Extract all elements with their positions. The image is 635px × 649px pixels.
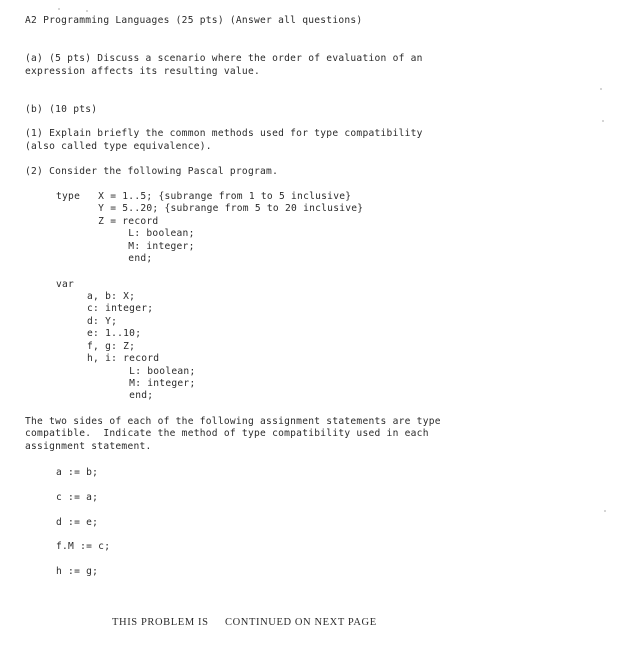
type-line-5: M: integer; <box>56 241 195 252</box>
var-line-1: a, b: X; <box>87 291 136 302</box>
type-line-3: Z = record <box>56 216 159 227</box>
exam-header: A2 Programming Languages (25 pts) (Answer all questions) <box>25 15 363 26</box>
var-line-6: h, i: record <box>87 353 160 364</box>
scan-speck <box>604 510 606 512</box>
type-line-2: Y = 5..20; {subrange from 5 to 20 inclusive} <box>56 203 364 214</box>
type-line-6: end; <box>56 253 153 264</box>
assignment-2: c := a; <box>56 492 99 503</box>
part-b-q1-line-1: (1) Explain briefly the common methods used for type compatibility <box>25 128 423 139</box>
type-line-1: type X = 1..5; {subrange from 1 to 5 inclusive} <box>56 191 352 202</box>
assignment-4: f.M := c; <box>56 541 111 552</box>
scan-speck <box>58 8 60 10</box>
part-a-line-1: (a) (5 pts) Discuss a scenario where the order of evaluation of an <box>25 53 423 64</box>
part-b-heading: (b) (10 pts) <box>25 104 98 115</box>
var-line-5: f, g: Z; <box>87 341 136 352</box>
part-a-line-2: expression affects its resulting value. <box>25 66 261 77</box>
var-line-7: L: boolean; <box>87 366 196 377</box>
scan-speck <box>602 120 604 122</box>
instructions-line-2: compatible. Indicate the method of type compatibility used in each <box>25 428 429 439</box>
part-b-q2: (2) Consider the following Pascal program. <box>25 166 279 177</box>
instructions-line-1: The two sides of each of the following assignment statements are type <box>25 416 441 427</box>
assignment-1: a := b; <box>56 467 99 478</box>
footer-right: CONTINUED ON NEXT PAGE <box>225 617 377 628</box>
scan-speck <box>600 88 602 90</box>
var-line-9: end; <box>87 390 154 401</box>
scan-speck <box>86 10 88 12</box>
footer-left: THIS PROBLEM IS <box>112 617 209 628</box>
assignment-3: d := e; <box>56 517 99 528</box>
assignment-5: h := g; <box>56 566 99 577</box>
var-line-8: M: integer; <box>87 378 196 389</box>
instructions-line-3: assignment statement. <box>25 441 152 452</box>
var-line-2: c: integer; <box>87 303 154 314</box>
part-b-q1-line-2: (also called type equivalence). <box>25 141 212 152</box>
var-line-4: e: 1..10; <box>87 328 142 339</box>
var-line-3: d: Y; <box>87 316 118 327</box>
var-keyword: var <box>56 279 75 290</box>
type-line-4: L: boolean; <box>56 228 195 239</box>
